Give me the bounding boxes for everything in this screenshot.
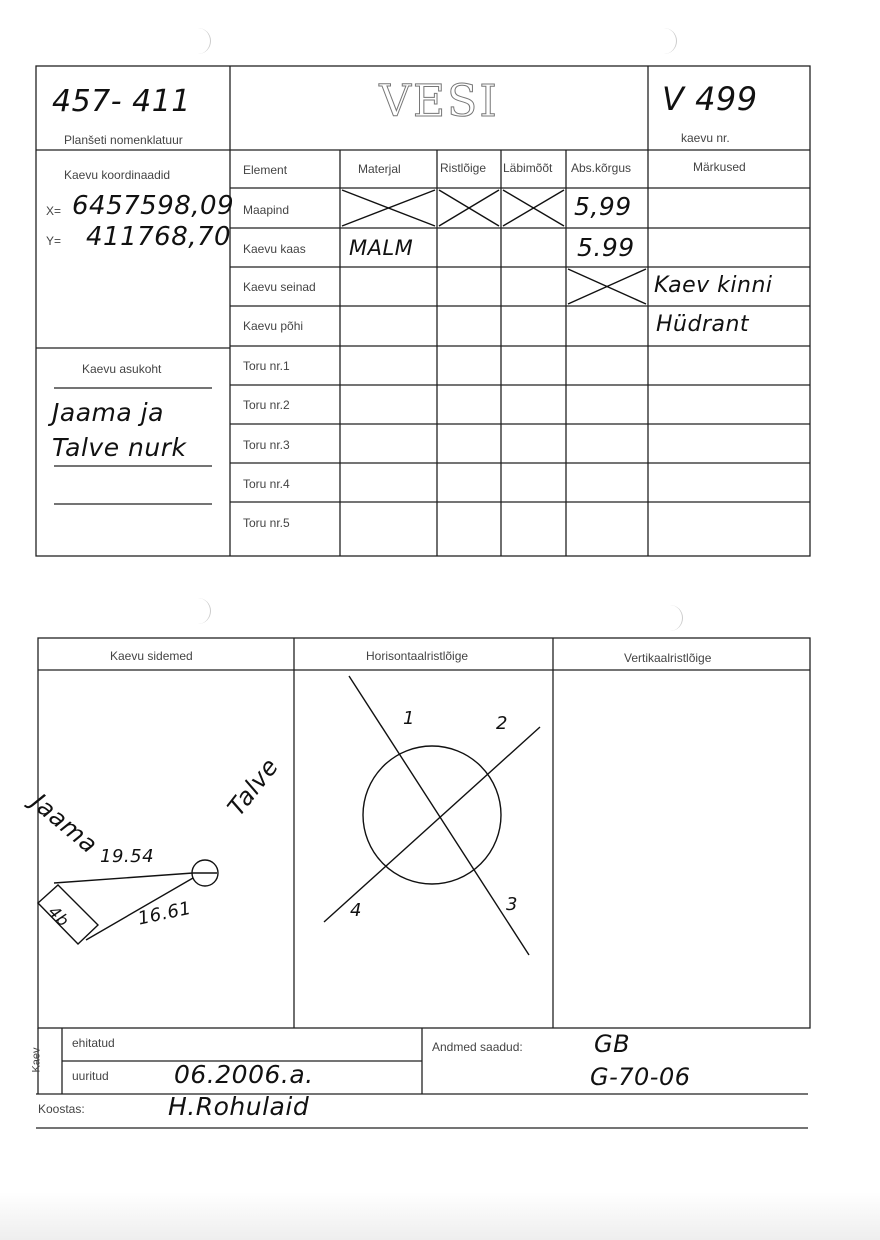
data-source-label: Andmed saadud:	[432, 1040, 523, 1054]
well-number-label: kaevu nr.	[681, 131, 730, 145]
row-element-label: Toru nr.5	[243, 516, 290, 530]
note-value: Kaev kinni	[654, 273, 773, 298]
x-coordinate-value: 6457598,09	[72, 191, 235, 221]
surveyed-value: 06.2006.a.	[174, 1060, 314, 1089]
location-label: Kaevu asukoht	[82, 362, 162, 376]
row-element-label: Kaevu seinad	[243, 280, 316, 294]
section-vertical-label: Vertikaalristlõige	[624, 651, 712, 665]
col-header-diameter: Läbimõõt	[503, 161, 553, 175]
coordinates-label: Kaevu koordinaadid	[64, 168, 171, 182]
row-element-label: Kaevu kaas	[243, 242, 306, 256]
row-element-label: Toru nr.3	[243, 438, 290, 452]
sketch-distance-2: 16.61	[136, 897, 194, 930]
col-header-elevation: Abs.kõrgus	[571, 161, 632, 175]
kaev-label: Kaev	[30, 1047, 43, 1073]
row-element-label: Toru nr.2	[243, 398, 290, 412]
pipe-label-4: 4	[350, 900, 362, 921]
row-element-label: Kaevu põhi	[243, 319, 304, 333]
pipe-label-1: 1	[403, 708, 415, 729]
data-source-value-2: G-70-06	[590, 1063, 691, 1091]
built-label: ehitatud	[72, 1036, 115, 1050]
sketch-distance-1: 19.54	[100, 846, 155, 867]
x-label: X=	[46, 204, 62, 218]
col-header-crosssection: Ristlõige	[440, 161, 487, 175]
page-title: VESI	[379, 76, 499, 127]
section-links-label: Kaevu sidemed	[110, 649, 193, 663]
material-value: MALM	[349, 236, 414, 260]
row-element-label: Toru nr.4	[243, 477, 290, 491]
compiled-label: Koostas:	[38, 1102, 85, 1116]
y-label: Y=	[46, 234, 62, 248]
sketch-street-1: Jaama	[26, 788, 104, 859]
compiled-value: H.Rohulaid	[168, 1092, 310, 1121]
row-element-label: Toru nr.1	[243, 359, 290, 373]
surveyed-label: uuritud	[72, 1069, 109, 1083]
nomenclature-value: 457- 411	[52, 84, 191, 119]
data-source-value-1: GB	[594, 1030, 631, 1058]
pipe-label-2: 2	[496, 713, 508, 734]
col-header-element: Element	[243, 163, 288, 177]
y-coordinate-value: 411768,70	[86, 222, 232, 252]
row-element-label: Maapind	[243, 203, 290, 217]
sketch-street-2: Talve	[222, 752, 285, 822]
scan-shadow	[0, 1192, 880, 1240]
section-horizontal-label: Horisontaalristlõige	[366, 649, 469, 663]
elevation-value: 5.99	[577, 233, 635, 262]
col-header-notes: Märkused	[693, 160, 746, 174]
note-value: Hüdrant	[656, 312, 750, 337]
location-line-1: Jaama ja	[52, 398, 164, 427]
elevation-value: 5,99	[574, 192, 632, 221]
col-header-material: Materjal	[358, 162, 401, 176]
nomenclature-label: Planšeti nomenklatuur	[64, 133, 183, 147]
sketch-building-number: 4b	[44, 902, 74, 931]
location-line-2: Talve nurk	[52, 433, 187, 462]
pipe-label-3: 3	[506, 894, 518, 915]
well-number-value: V 499	[662, 80, 758, 118]
links-sketch	[38, 860, 218, 944]
